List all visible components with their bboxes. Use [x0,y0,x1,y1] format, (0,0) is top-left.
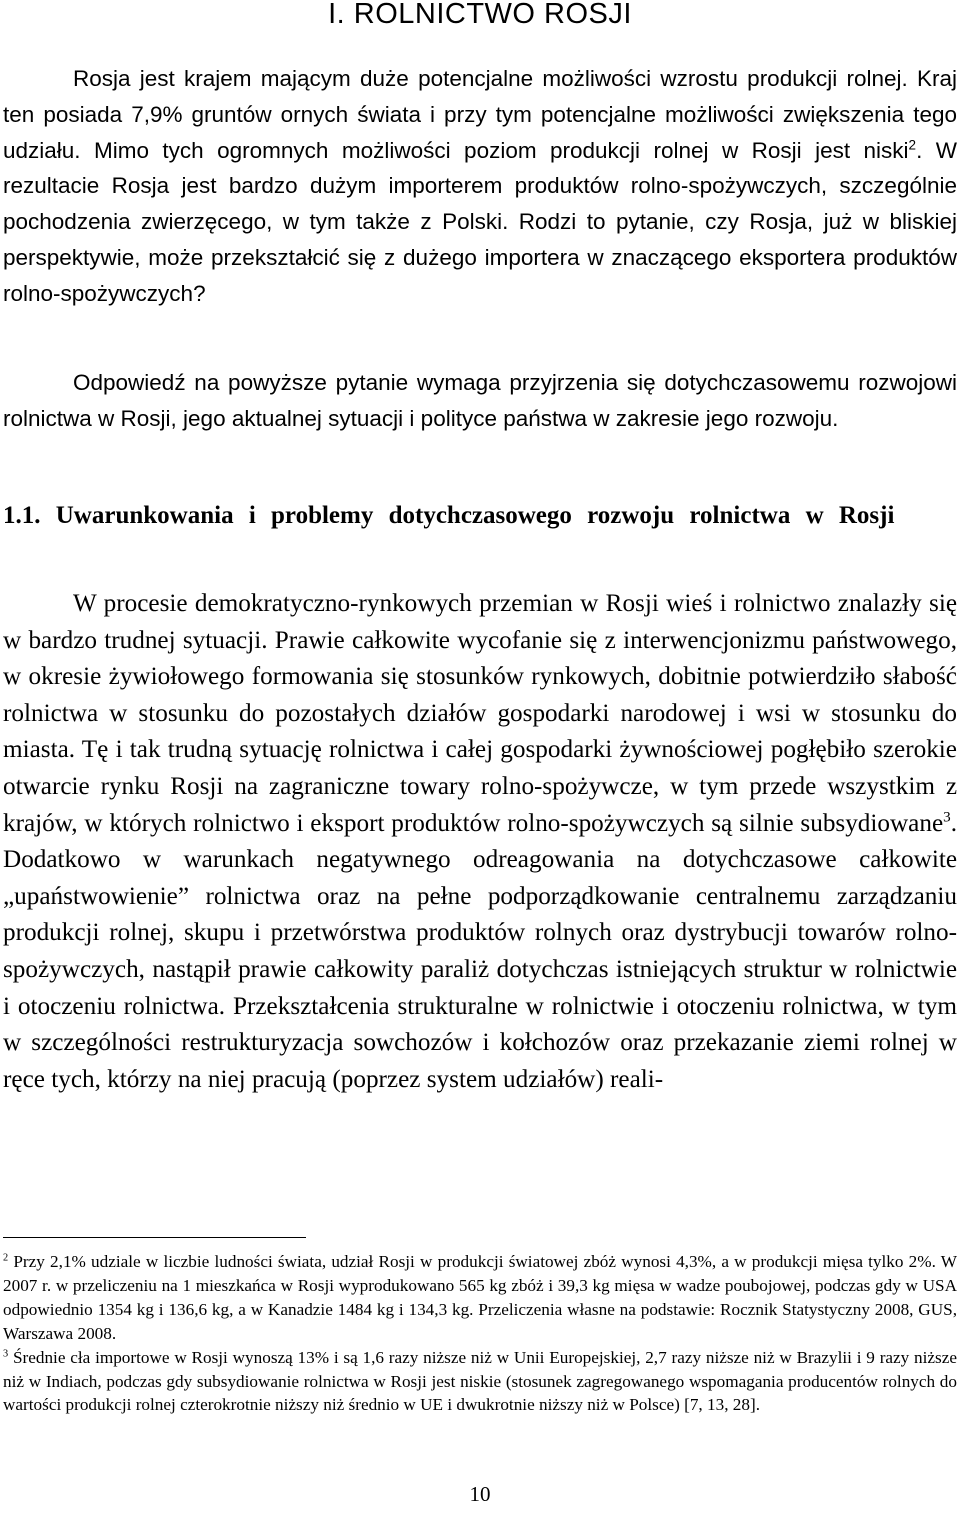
footnote-ref-2[interactable]: 2 [908,137,917,153]
page-number: 10 [469,1482,491,1506]
footnote-mark-2: 2 [3,1252,9,1264]
intro-text-a: Rosja jest krajem mającym duże potencjalne możliwości wzrostu produkcji rolnej. Kraj ten posiada 7,9% gruntów ornych świata i przy tym potencjalne możliwości zwiększenia tego udziału. Mimo tych ogromnych możliwości poziom produkcji rolnej w Rosji jest niski [3,66,957,163]
footnote-mark-3: 3 [3,1347,9,1359]
section-heading: 1.1. Uwarunkowania i problemy dotychczasowego rozwoju rolnictwa w Rosji [3,502,895,529]
chapter-title: I. ROLNICTWO ROSJI [328,0,632,30]
footnote-ref-3[interactable]: 3 [943,809,951,826]
section-paragraph-1 [3,586,957,1098]
intro-paragraph-1 [3,61,957,312]
intro-paragraph-2: Odpowiedź na powyższe pytanie wymaga przyjrzenia się dotychczasowemu rozwojowi rolnictwa w Rosji, jego aktualnej sytuacji i polityce państwa w zakresie jego rozwoju. [3,370,957,431]
footnote-separator [3,1237,306,1238]
footnote-2 [3,1250,957,1346]
section-text-b: . Dodatkowo w warunkach negatywnego odreagowania na dotychczasowe całkowite „upaństwowienie” rolnictwa oraz na pełne podporządkowanie centralnemu zarządzaniu produkcji rolnej, skupu i przetwórstwa produktów rolnych oraz dystrybucji towarów rolno-spożywczych, nastąpił prawie całkowity paraliż dotychczas istniejących struktur w rolnictwie i otoczeniu rolnictwa. Przekształcenia strukturalne w rolnictwie i otoczeniu rolnictwa, w tym w szczególności restrukturyzacja sowchozów i kołchozów oraz przekazanie ziemi rolnej w ręce tych, którzy na niej pracują (poprzez system udziałów) reali- [3,809,957,1093]
intro-text-b: . W rezultacie Rosja jest bardzo dużym importerem produktów rolno-spożywczych, szczególnie pochodzenia zwierzęcego, w tym także z Polski. Rodzi to pytanie, czy Rosja, już w bliskiej perspektywie, może przekształcić się z dużego importera w znaczącego eksportera produktów rolno-spożywczych? [3,137,957,306]
footnotes [3,1250,957,1417]
footnote-2-text: Przy 2,1% udziale w liczbie ludności świata, udział Rosji w produkcji światowej zbóż wynosi 4,3%, a w produkcji mięsa tylko 2%. W 2007 r. w przeliczeniu na 1 mieszkańca w Rosji wyprodukowano 565 kg zbóż i 39,3 kg mięsa w wadze poubojowej, podczas gdy w USA odpowiednio 1354 kg i 136,6 kg, a w Kanadzie 1484 kg i 134,3 kg. Przeliczenia własne na podstawie: Rocznik Statystyczny 2008, GUS, Warszawa 2008. [3,1252,957,1343]
section-text-a: W procesie demokratyczno-rynkowych przemian w Rosji wieś i rolnictwo znalazły się w bardzo trudnej sytuacji. Prawie całkowite wycofanie się z interwencjonizmu państwowego, w okresie żywiołowego formowania się stosunków rynkowych, dobitnie potwierdziło słabość rolnictwa w stosunku do pozostałych działów gospodarki narodowej i wsi w stosunku do miasta. Tę i tak trudną sytuację rolnictwa i całej gospodarki żywnościowej pogłębiło szerokie otwarcie rynku Rosji na zagraniczne towary rolno-spożywcze, w tym przede wszystkim z krajów, w których rolnictwo i eksport produktów rolno-spożywczych są silnie subsydiowane [3,590,957,837]
footnote-3-text: Średnie cła importowe w Rosji wynoszą 13% i są 1,6 razy niższe niż w Unii Europejskiej, 2,7 razy niższe niż w Brazylii i 9 razy niższe niż w Indiach, podczas gdy subsydiowanie rolnictwa w Rosji jest niskie (stosunek zagregowanego wspomagania producentów rolnych do wartości produkcji rolnej czterokrotnie niższy niż średnio w UE i dwukrotnie niższy niż w Polsce) [7, 13, 28]. [3,1347,957,1415]
footnote-3 [3,1346,957,1418]
